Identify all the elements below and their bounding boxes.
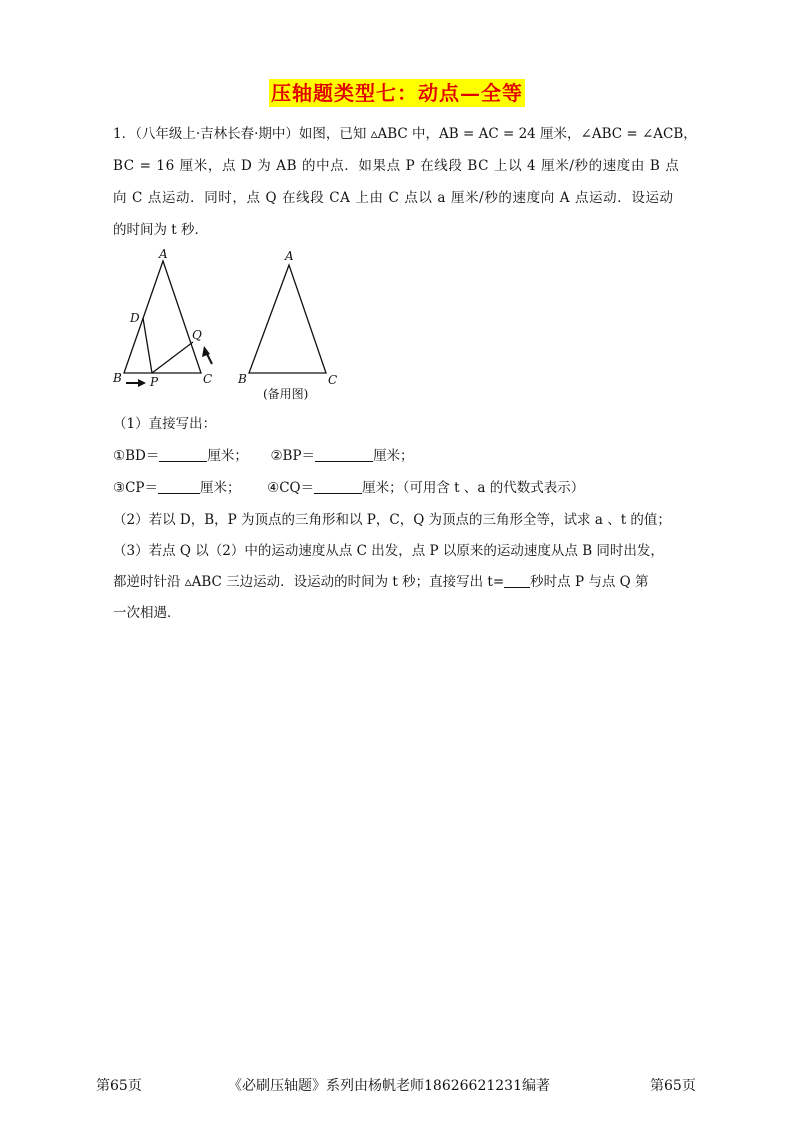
- q1-head: （1）直接写出：: [113, 416, 217, 432]
- label-b-backup: B: [238, 372, 247, 386]
- q1-row-1: [113, 446, 414, 466]
- q3-line-3: 一次相遇．: [113, 605, 181, 621]
- triangle-main: [112, 247, 212, 389]
- title-container: [0, 79, 794, 107]
- q3-line-1: （3）若点 Q 以（2）中的运动速度从点 C 出发，点 P 以原来的运动速度从点 B 同时出发，: [113, 543, 664, 559]
- answer-blank-t[interactable]: [504, 573, 530, 588]
- problem-line-4: 的时间为 t 秒．: [113, 222, 209, 238]
- answer-blank-cq[interactable]: [314, 479, 362, 494]
- problem-text-1: 1．（八年级上·吉林长春·期中）如图，已知 ▵ABC 中，AB = AC = 24 厘米，∠ABC = ∠ACB，: [113, 126, 697, 142]
- q1-d-post: 厘米；（可用含 t 、a 的代数式表示）: [362, 480, 585, 496]
- problem-line-1: [113, 124, 697, 144]
- label-c: C: [203, 372, 213, 386]
- q3-line-2: [113, 572, 648, 592]
- problem-line-2: BC = 16 厘米，点 D 为 AB 的中点．如果点 P 在线段 BC 上以 4 厘米/秒的速度由 B 点: [113, 158, 680, 174]
- backup-caption: (备用图): [263, 387, 309, 401]
- label-p: P: [150, 375, 159, 389]
- q1-a-post: 厘米；: [207, 448, 248, 464]
- q1-c-post: 厘米；: [200, 480, 241, 496]
- q1-d-pre: ④CQ＝: [267, 480, 315, 496]
- arrow-up-left-icon: [202, 346, 212, 364]
- label-d: D: [130, 311, 140, 325]
- answer-blank-bp[interactable]: [315, 447, 373, 462]
- label-b: B: [113, 371, 122, 385]
- segment-dp: [143, 318, 152, 373]
- triangle-backup: [237, 249, 337, 401]
- label-a-backup: A: [285, 249, 294, 263]
- footer-page-right: 第65页: [650, 1078, 696, 1094]
- answer-blank-cp[interactable]: [158, 479, 200, 494]
- q1-b-pre: ②BP＝: [270, 448, 316, 464]
- label-q: Q: [192, 328, 202, 342]
- q1-c-pre: ③CP＝: [113, 480, 159, 496]
- q1-row-2: [113, 478, 584, 498]
- label-c-backup: C: [328, 373, 338, 387]
- q1-b-post: 厘米；: [373, 448, 414, 464]
- q2-text: （2）若以 D，B，P 为顶点的三角形和以 P，C，Q 为顶点的三角形全等，试求 a 、t 的值；: [113, 512, 671, 528]
- footer-center: 《必刷压轴题》系列由杨帆老师18626621231编著: [228, 1078, 550, 1094]
- segment-pq: [152, 342, 193, 373]
- q3-line-2-post: 秒时点 P 与点 Q 第: [530, 574, 649, 590]
- arrow-right-icon: [126, 379, 146, 387]
- page-title: 压轴题类型七：动点—全等: [271, 81, 523, 105]
- answer-blank-bd[interactable]: [159, 447, 207, 462]
- q3-line-2-pre: 都逆时针沿 ▵ABC 三边运动．设运动的时间为 t 秒；直接写出 t=: [113, 574, 505, 590]
- footer-page-left: 第65页: [96, 1078, 142, 1094]
- figure: [108, 246, 358, 406]
- problem-line-3: 向 C 点运动．同时，点 Q 在线段 CA 上由 C 点以 a 厘米/秒的速度向 A 点运动．设运动: [113, 190, 674, 206]
- label-a: A: [159, 247, 168, 261]
- q1-a-pre: ①BD＝: [113, 448, 160, 464]
